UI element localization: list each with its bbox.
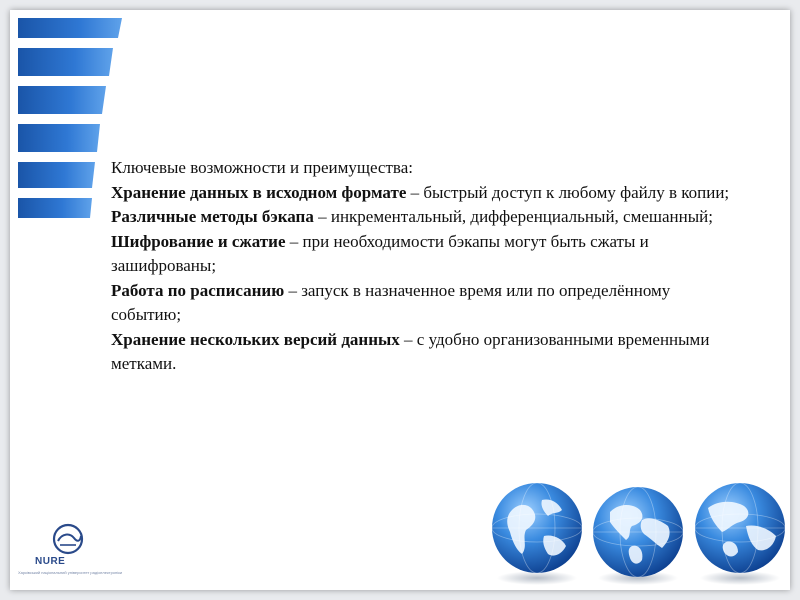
globe-icon [593, 487, 683, 585]
slide [10, 10, 790, 590]
feature-description: – быстрый доступ к любому файлу в копии; [406, 182, 730, 202]
globe-icon [492, 483, 582, 585]
feature-description: – с удобно организованными временными метками. [111, 329, 710, 373]
feature-item [111, 279, 731, 328]
logo-subtitle: Харківський національний університет радіоелектроніки [18, 570, 123, 575]
feature-title: Хранение данных в исходном формате [111, 182, 407, 202]
feature-list [111, 156, 731, 377]
feature-title: Хранение нескольких версий данных [111, 329, 400, 349]
feature-item [111, 205, 731, 230]
feature-title: Работа по расписанию [111, 280, 285, 300]
feature-title: Шифрование и сжатие [111, 231, 286, 251]
feature-description: – инкрементальный, дифференциальный, смешанный; [313, 207, 713, 226]
globe-icon [695, 483, 785, 585]
feature-item [111, 181, 731, 206]
logo-name: NURE [35, 556, 66, 567]
globes-decoration [482, 480, 790, 590]
intro-line: Ключевые возможности и преимущества: [111, 158, 413, 177]
nure-logo-icon [20, 522, 130, 586]
feature-item [111, 328, 731, 377]
feature-description: – запуск в назначенное время или по определённому событию; [111, 280, 671, 324]
feature-item [111, 230, 731, 279]
feature-description: – при необходимости бэкапы могут быть сжаты и зашифрованы; [111, 231, 649, 275]
feature-title: Различные методы бэкапа [111, 207, 314, 226]
